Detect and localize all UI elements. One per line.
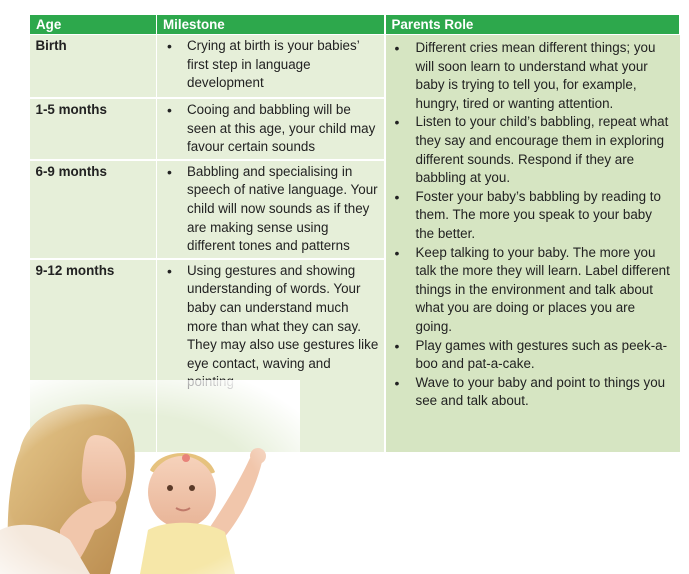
header-parents-role: Parents Role bbox=[385, 15, 680, 35]
table-row bbox=[30, 35, 680, 99]
list-item: • Play games with gestures such as peek-a-boo and pat-a-cake. bbox=[390, 337, 674, 374]
header-milestone: Milestone bbox=[157, 15, 385, 35]
list-item: • Different cries mean different things; you will soon learn to understand what your baby is trying to tell you, for example, hungry, tired or wanting attention. bbox=[390, 39, 674, 113]
age-cell: 1-5 months bbox=[30, 98, 157, 160]
milestone-cell bbox=[157, 160, 385, 259]
milestone-cell bbox=[157, 35, 385, 99]
age-cell: 6-9 months bbox=[30, 160, 157, 259]
list-item: • Wave to your baby and point to things you see and talk about. bbox=[390, 374, 674, 411]
mother-and-baby-photo bbox=[0, 380, 300, 574]
parents-role-cell bbox=[385, 35, 680, 452]
list-item: • Keep talking to your baby. The more you talk the more they will learn. Label different things in the environment and talk about what you are doing or places you are going. bbox=[390, 244, 674, 337]
parents-role-list bbox=[390, 39, 674, 411]
header-age: Age bbox=[30, 15, 157, 35]
milestone-item: • Babbling and specialising in speech of native language. Your child will now sounds as if they are making sense using different tones and patterns bbox=[161, 163, 380, 256]
age-cell: Birth bbox=[30, 35, 157, 99]
milestone-item: • Crying at birth is your babies’ first step in language development bbox=[161, 37, 380, 93]
milestone-cell bbox=[157, 98, 385, 160]
age-cell: 9-12 months bbox=[30, 259, 157, 452]
list-item: • Listen to your child’s babbling, repeat what they say and encourage them in exploring different sounds. Respond if they are babbling at you. bbox=[390, 113, 674, 187]
milestone-item: • Cooing and babbling will be seen at this age, your child may favour certain sounds bbox=[161, 101, 380, 157]
list-item: • Foster your baby’s babbling by reading to them. The more you speak to your baby the better. bbox=[390, 188, 674, 244]
table-header-row bbox=[30, 15, 680, 35]
milestone-item: • Using gestures and showing understanding of words. Your baby can understand much more than what they can say. They may also use gestures like eye contact, waving and bbox=[161, 262, 380, 392]
